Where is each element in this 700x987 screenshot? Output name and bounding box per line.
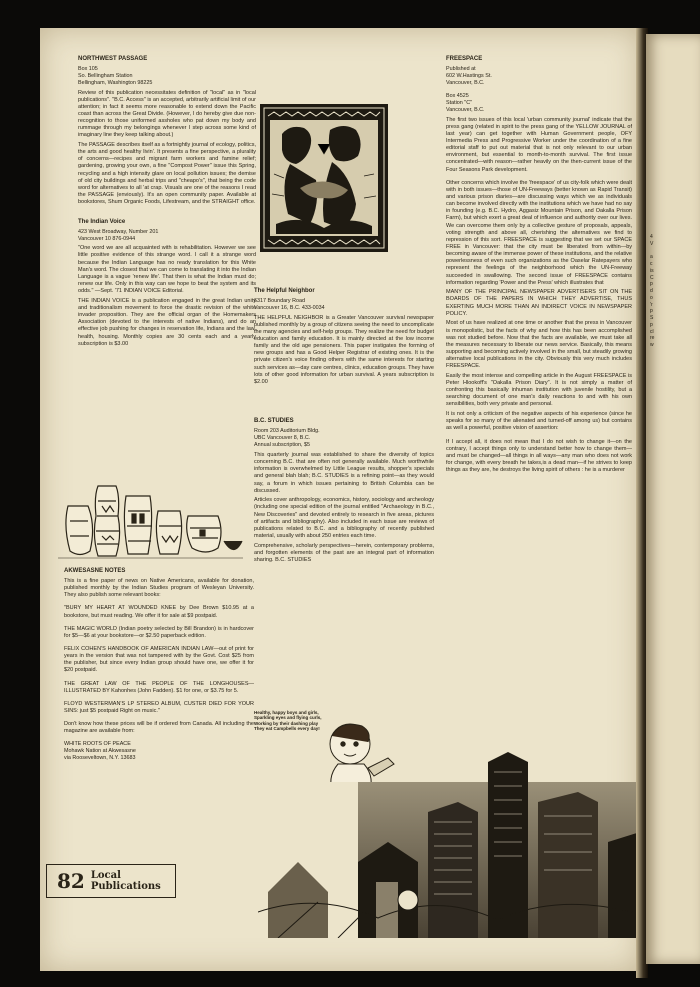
- indian-voice-address: 423 West Broadway, Number 201 Vancouver 10 876-0944: [78, 228, 159, 242]
- akwesasne-heading: AKWESASNE NOTES: [64, 568, 126, 574]
- page-number: 82: [57, 869, 85, 893]
- column-middle: [254, 288, 434, 567]
- akwesasne-book: THE GREAT LAW OF THE PEOPLE OF THE LONGHOUSES—ILLUSTRATED BY Kahonhes (John Fadden). $1 for one, or $3.75 for 5.: [64, 680, 254, 694]
- freespace-paragraph: MANY OF THE PRINCIPAL NEWSPAPER ADVERTISERS SIT ON THE BOARDS OF THE PAPERS IN WHICH THEY ADVERTISE, THUS EXERTING MUCH MORE THAN AN INDIRECT VOICE IN NEWSPAPER POLICY.: [446, 289, 632, 317]
- northwest-address: Box 105 So. Bellingham Station Bellingham, Washington 98225: [78, 66, 153, 87]
- akwesasne-book: THE MAGIC WORLD (Indian poetry selected by Bill Brandon) is in hardcover for $5—$6 at your bookstore—or $2.50 paperback edition.: [64, 625, 254, 639]
- woodcut-illustration: [260, 104, 388, 252]
- freespace-address: Published at 602 W.Hastings St. Vancouver, B.C.: [446, 66, 492, 87]
- facing-page-edge: [646, 34, 700, 964]
- bc-studies-address: Room 203 Auditorium Bldg. UBC Vancouver 8, B.C. Annual subscription, $5: [254, 428, 320, 449]
- helpful-neighbor-paragraph: THE HELPFUL NEIGHBOR is a Greater Vancouver survival newspaper published monthly by a group of citizens seeing the need to uncomplicate the many agencies and self-help groups. They realize the need for budget education and family education. It is mainly directed at the low income family and the old age pensioners. This paper instigates the forming of new groups and has a Good Helper Registrar of existing ones. It is the private citizen's voice finding others with the same interests for starting such services as—day care centres, clinics, education groups. They have lots of other good information for urban survival. A years subscription is $2.00: [254, 314, 434, 385]
- pottery-illustration: [58, 466, 243, 566]
- city-collage-illustration: [258, 742, 640, 938]
- indian-voice-paragraph: "One word we are all acquainted with is rehabilitation. However we see little positive evidence of this strange word. I call it a strange word because the Indian Language has no ready translation for this White Man's word. The closest that we can come to translating it into the Indian Language is a vague 'renew life'. That then is what the Indian must do; renew our life. Only in this way can we hope to beat the system and its odds." —Sept. '71 INDIAN VOICE Editorial.: [78, 245, 256, 295]
- magazine-page: [40, 28, 640, 971]
- section-label: Local Publications: [90, 870, 161, 892]
- akwesasne-address: WHITE ROOTS OF PEACE Mohawk Nation at Akwesasne via Rooseveltown, N.Y. 13683: [64, 741, 136, 762]
- freespace-paragraph: It is not only a criticism of the negative aspects of his experience (since he speaks for so many of the alienated and turned-off among us) but contains as well a powerful, positive vision of assertion:: [446, 411, 632, 432]
- akwesasne-book: FLOYD WESTERMAN'S LP STEREO ALBUM, CUSTER DIED FOR YOUR SINS: just $5 postpaid Right on music.": [64, 700, 254, 714]
- akwesasne-paragraph: Don't know how these prices will be if ordered from Canada. All including the magazine are available from:: [64, 721, 254, 735]
- freespace-paragraph: Most of us have realized at one time or another that the press in Vancouver is monopolistic, but the facts of why and how this has been accomplished was not studied before. Now that the facts are available, we must take all the measures necessary to liberate our news service. Basically, this means supporting and becoming actively involved in the small, but steadily growing alternative local publications in the city. Obviously this very much includes FREESPACE.: [446, 320, 632, 370]
- freespace-paragraph: The first two issues of this local 'urban community journal' indicate that the press gang (related in spirit to the press gang of the YELLOW JOURNAL of last year) can get together with Human Government people, OFY Intermedia Press and Progressive Worker under the coordination of a fine editorial staff to put out material that is not only relevant to our urban environment, but essential to month-to-month survival. The first issue concentrated—with reason—rather heavily on the then-current issue of the Four Seasons Park development.: [446, 116, 632, 173]
- freespace-heading: FREESPACE: [446, 56, 483, 62]
- northwest-paragraph: Review of this publication necessitates definition of "local" as in "local publications". "B.C. Access" is an accepted, arbitrarily artificial limit of our attention; in fact it seems more reasonable to extend down the Pacific coast than across the Great Divide. (However, I do hereby give due non-recognition to those uniformed assholes who pat down my body and rummage through my belongings whenever I step across some kind of imaginary line they keep talking about.): [78, 89, 256, 139]
- column-left: [78, 56, 256, 350]
- akwesasne-book: "BURY MY HEART AT WOUNDED KNEE by Dee Brown $10.95 at a bookstore, but must reading. We offer it for sale at $9 postpaid.: [64, 605, 254, 619]
- northwest-heading: NORTHWEST PASSAGE: [78, 56, 148, 62]
- bc-studies-paragraph: This quarterly journal was established to share the diversity of topics concerning B.C. that are often not generally available. Much worthwhile information is overwhelmed by Little League results, shopper's specials and general blah blah; B.C. STUDIES is a refining point—as they would say, a forum in which issues pertaining to British Columbia can be discussed.: [254, 451, 434, 494]
- freespace-paragraph: Easily the most intense and compelling article in the August FREESPACE is Peter Hlookoff's "Oakalla Prison Diary". It is not simply a matter of confronting this basically inhuman institution with juvenile hostility, but a searching document of one man's daily reactions to and with his own sensibilities, both very private and personal.: [446, 372, 632, 408]
- column-right: [446, 56, 632, 477]
- akwesasne-book: FELIX COHEN'S HANDBOOK OF AMERICAN INDIAN LAW—out of print for years in the version that was not tampered with by the Govt. Cost $25 from the publisher, but since every Indian group should have one, we offer it for $20 postpaid.: [64, 645, 254, 674]
- indian-voice-heading: The Indian Voice: [78, 218, 126, 225]
- bc-studies-paragraph: Comprehensive, scholarly perspectives—herein, contemporary problems, and forgotten elements of the past are an integral part of information sharing. B.C. STUDIES: [254, 542, 434, 563]
- page-footer: [46, 864, 176, 898]
- column-left-lower: [64, 568, 254, 765]
- freespace-quote: If I accept all, it does not mean that I do not wish to change it—on the contrary, I accept things only to understand better how to change them—and must be changed—all things in all ways—any man who does not work for change, with every breath he takes,is a dead man—if he strives to keep things as they are, he destroys the living spirit of others : he is a murderer: [446, 438, 632, 474]
- indian-voice-paragraph: THE INDIAN VOICE is a publication engaged in the great Indian unity and traditionalism movement to force the drastic revision of the white invader proposition. They are the official organ of the Homemakers Association (devoted to the interests of native Indians), and do an effective job pushing for changes in reservation life, Indians and the law, health, housing. Monthly copies are 30 cents each and a yearly subscription is $3.00: [78, 297, 256, 347]
- helpful-neighbor-heading: The Helpful Neighbor: [254, 288, 315, 294]
- helpful-neighbor-address: 6317 Boundary Road Vancouver 16, B.C. 433-0034: [254, 298, 325, 312]
- northwest-paragraph: The PASSAGE describes itself as a fortnightly journal of ecology, politics, the arts and good healthy livin'. It presents a fine perspective, a plurality of concerns—recipes and migrant farm workers and famine relief; gardening, growing your own, a fine "Compost Power" issue this Spring, recycling and a high intensity glare on local pollution issues; the demise of old city buildings and herbal trips and "cheapo's", that being the code word for alternatives to all 'at crap. Visuals are one of the reasons I read the PASSAGE (enviously). It's an open community paper. Available at bookstores, Shum Organic Foods, Lifestream, and the STRAIGHT office.: [78, 142, 256, 206]
- ad-caption: Healthy, happy boys and girls, Sparkling eyes and flying curls, Working by their dashing play They eat Campbells every day!: [254, 710, 322, 732]
- bc-studies-paragraph: Articles cover anthropology, economics, history, sociology and archeology (including one special edition of the journal entitled "Archaeology in B.C., New Discoveries" and devoted entirely to research in five areas, pictures of artifacts and bibliography). Also included in each issue are reviews of publications related to B.C. and a bibliography of recently published material, usually with about 250 entries each time.: [254, 497, 434, 540]
- freespace-address-box: Box 4525 Station "C" Vancouver, B.C.: [446, 93, 485, 114]
- akwesasne-paragraph: This is a fine paper of news on Native Americans, available for donation, published monthly by the Indian Studies program of Wesleyan University. They also publish some relevant books:: [64, 578, 254, 599]
- bc-studies-heading: B.C. STUDIES: [254, 418, 294, 425]
- facing-page-text: 4 V a c is C p d o 'r p S p cl re w: [650, 234, 655, 348]
- freespace-paragraph: Other concerns which involve the 'freespace' of us city-folk which were dealt with in both issues—those of UN-Freeways (better known as Rapid Transit) and various prison diaries—are discussing ways which we as individuals can become involved directly with the institutions which we have had no say in founding (e.g. B.C. Hydro, Aggasiz Mountain Prison, and Oakalla Prison Farm), but which exert a great deal of influence and authority over our lives. We can overcome them only by a collective gesture of proposals, appeals, voting strength and above all, cherishing the alternatives we find to repression of this sort. FREESPACE is suggesting that we set our SPACE FREE in Vancouver: that the city must be liberated from within—by becoming aware of the immense power of these institutions, and the relative powerlessness of even such organizations as the Oaselar Ratepayers who represent the feelings of the neighborhood which the UN-Freeway succeeded in swallowing. The second issue of FREESPACE contains information regarding 'Power and the Press' which illustrates that: [446, 179, 632, 286]
